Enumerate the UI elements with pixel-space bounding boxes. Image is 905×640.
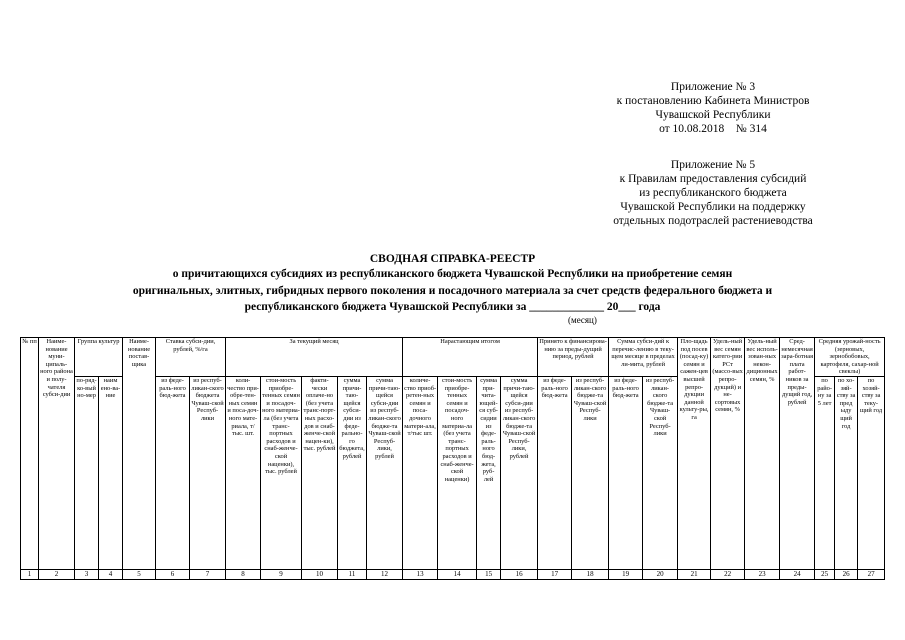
column-number: 22 xyxy=(711,569,745,579)
column-number: 24 xyxy=(780,569,815,579)
col-current-month-header: За текущий месяц xyxy=(226,338,403,377)
col-cum-cost-header: стои-мость приобре-тенных семян и посадоч-ного материа-ла (без учета транс-портных расходов и снаб-женче-ской наценки) xyxy=(438,376,477,569)
col-month-quantity-header: коли-чество при-обре-тен-ных семян и поса-доч-ного мате-риала, т/тыс. шт. xyxy=(226,376,261,569)
col-yield-header: Средняя урожай-ность (зерновых, зернобобовых, картофеля, сахар-ной свеклы) xyxy=(815,338,885,377)
appendix-5-block xyxy=(563,158,863,228)
column-number: 21 xyxy=(678,569,711,579)
col-cum-republic-subsidy-header: сумма причи-таю-щейся субси-дии из респуб-ликан-ского бюдже-та Чуваш-ской Респуб-лики, рублей xyxy=(501,376,538,569)
appendix-3-block xyxy=(563,80,863,136)
col-rate-federal-header: из феде-раль-ного бюд-жета xyxy=(156,376,190,569)
column-number: 7 xyxy=(190,569,226,579)
column-number: 17 xyxy=(538,569,572,579)
document-subtitle-line-1: о причитающихся субсидиях из республиканского бюджета Чувашской Республики на приобретение семян xyxy=(172,268,733,280)
column-number: 11 xyxy=(338,569,367,579)
column-number: 9 xyxy=(261,569,302,579)
appendix-5-budget: из республиканского бюджета xyxy=(639,187,787,199)
col-rate-header: Ставка субси-дии, рублей, %/га xyxy=(156,338,226,377)
col-transfer-federal-header: из феде-раль-ного бюд-жета xyxy=(609,376,643,569)
column-number: 15 xyxy=(477,569,501,579)
col-month-cost-header: стои-мость приобре-тенных семян и посадоч-ного материа-ла (без учета транс-портных расходов и снаб-женче-ской наценки), тыс. рублей xyxy=(261,376,302,569)
appendix-5-number: Приложение № 5 xyxy=(670,159,756,171)
header-row-1 xyxy=(21,338,885,377)
appendix-5-rules: к Правилам предоставления субсидий xyxy=(619,173,807,185)
document-title: СВОДНАЯ СПРАВКА-РЕЕСТР xyxy=(369,253,536,265)
col-month-federal-subsidy-header: сумма причи-таю-щейся субси-дии из феде-рально-го бюджета, рублей xyxy=(338,376,367,569)
col-recipient-header: Наиме-нование муни-ципаль-ного района и полу-чателя субси-дии xyxy=(39,338,75,570)
registry-table xyxy=(20,337,885,580)
column-number: 25 xyxy=(815,569,835,579)
col-transfer-republic-header: из респуб-ликан-ского бюдже-та Чуваш-ской Респуб-лики xyxy=(643,376,678,569)
column-number: 20 xyxy=(643,569,678,579)
column-number: 10 xyxy=(302,569,338,579)
appendix-5-support: Чувашской Республики на поддержку xyxy=(620,201,806,213)
column-number: 5 xyxy=(123,569,156,579)
col-cum-federal-subsidy-header: сумма при-чита-ющей-ся суб-сидии из феде-раль-ного бюд-жета, руб-лей xyxy=(477,376,501,569)
column-number: 19 xyxy=(609,569,643,579)
column-number: 27 xyxy=(858,569,885,579)
appendix-3-number: Приложение № 3 xyxy=(670,81,756,93)
col-transfer-header: Сумма субси-дий к перечис-лению в теку-щем месяце в пределах ли-мита, рублей xyxy=(609,338,678,377)
col-crop-serial-header: по-ряд-ко-вый но-мер xyxy=(75,376,99,569)
col-crop-group-header: Группа культур xyxy=(75,338,123,377)
col-substandard-header: Удель-ный вес исполь-зован-ных некон-диционных семян, % xyxy=(745,338,780,570)
column-number: 23 xyxy=(745,569,780,579)
column-number: 1 xyxy=(21,569,39,579)
column-number: 14 xyxy=(438,569,477,579)
column-number: 3 xyxy=(75,569,99,579)
column-number: 6 xyxy=(156,569,190,579)
col-accepted-republic-header: из респуб-ликан-ского бюдже-та Чуваш-ской Респуб-лики xyxy=(572,376,609,569)
column-number: 18 xyxy=(572,569,609,579)
column-number: 16 xyxy=(501,569,538,579)
column-number: 13 xyxy=(403,569,438,579)
appendix-3-date: от 10.08.2018 № 314 xyxy=(659,123,767,135)
column-number: 26 xyxy=(835,569,858,579)
col-rate-republic-header: из респуб-ликан-ского бюджета Чуваш-ской Респуб-лики xyxy=(190,376,226,569)
col-yield-prev-year-header: по хо-зяй-ству за пред ыду щий год xyxy=(835,376,858,569)
appendix-5-subsectors: отдельных подотраслей растениеводства xyxy=(613,215,813,227)
col-accepted-header: Принято к финансирова-нию за преды-дущий период, рублей xyxy=(538,338,609,377)
column-number: 8 xyxy=(226,569,261,579)
month-note: (месяц) xyxy=(568,315,597,325)
col-month-paid-header: факти-чески оплаче-но (без учета транс-порт-ных расхо-дов и снаб-женче-ской нацен-ки), тыс. рублей xyxy=(302,376,338,569)
col-number-header: № пп xyxy=(21,338,39,570)
appendix-3-decree: к постановлению Кабинета Министров xyxy=(616,95,810,107)
column-number: 2 xyxy=(39,569,75,579)
col-rst-share-header: Удель-ный вес семян катего-рии РСт (массо-вых репро-дукций) и не-сортовых семян, % xyxy=(711,338,745,570)
col-supplier-header: Наиме-нование постав-щика xyxy=(123,338,156,570)
appendix-3-republic: Чувашской Республики xyxy=(655,109,771,121)
column-number: 12 xyxy=(367,569,403,579)
col-salary-header: Сред-немесячная зара-ботная плата работ-ников за преды-дущий год, рублей xyxy=(780,338,815,570)
document-subtitle-line-3: республиканского бюджета Чувашской Республики за _____________ 20___ года xyxy=(244,301,661,313)
document-subtitle-line-2: оригинальных, элитных, гибридных первого поколения и посадочного материала за счет средств федерального бюджета и xyxy=(132,285,773,297)
col-crop-name-header: наим ено-ва-ние xyxy=(99,376,123,569)
col-yield-district-header: по райо-ну за 5 лет xyxy=(815,376,835,569)
column-number: 4 xyxy=(99,569,123,579)
col-accepted-federal-header: из феде-раль-ного бюд-жета xyxy=(538,376,572,569)
col-yield-current-year-header: по хозяй-ству за теку-щий год xyxy=(858,376,885,569)
col-cum-quantity-header: количе-ство приоб-ретен-ных семян и поса-дочного матери-ала, т/тыс шт. xyxy=(403,376,438,569)
col-cumulative-header: Нарастающим итогом xyxy=(403,338,538,377)
column-number-row xyxy=(21,569,885,579)
col-month-republic-subsidy-header: сумма причи-таю-щейся субси-дии из респуб-ликан-ского бюдже-та Чуваш-ской Респуб-лики, рублей xyxy=(367,376,403,569)
col-area-header: Пло-щадь под посев (посад-ку) семян и сажен-цев высшей репро-дукции данной культу-ры, га xyxy=(678,338,711,570)
